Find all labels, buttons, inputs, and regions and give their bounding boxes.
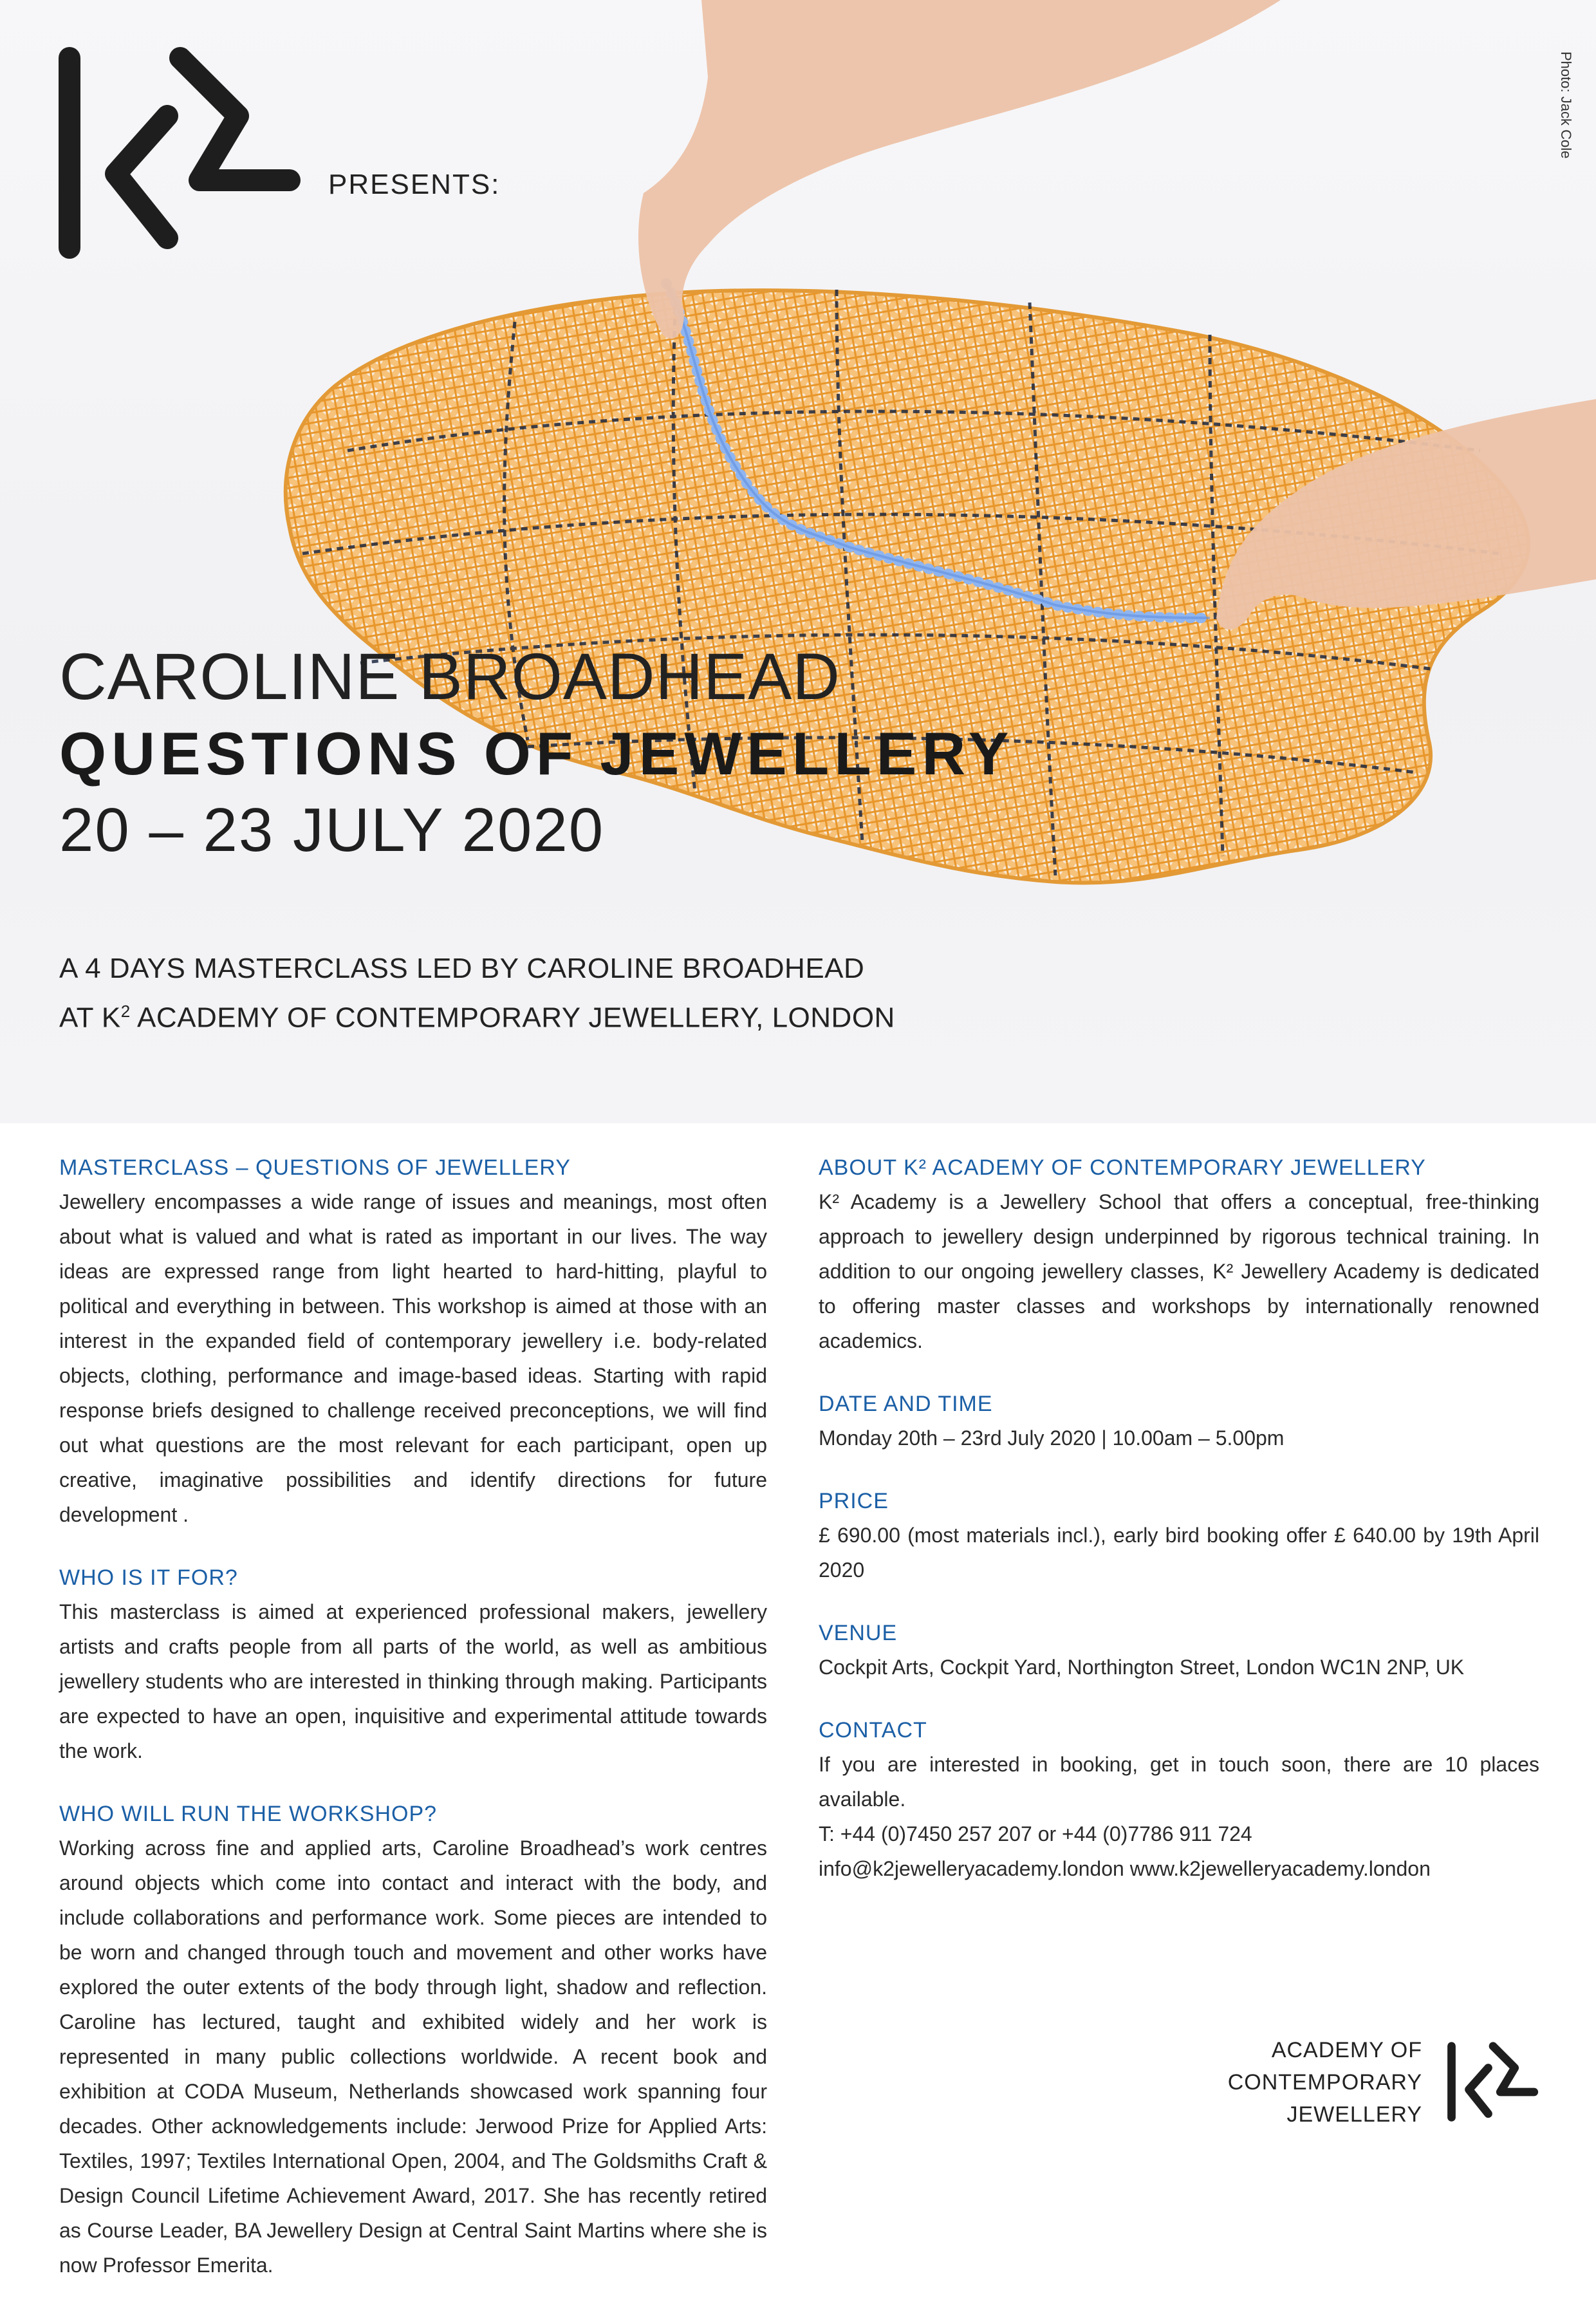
- masterclass-subline: [59, 948, 895, 1040]
- contact-phone: T: +44 (0)7450 257 207 or +44 (0)7786 911 724: [819, 1822, 1252, 1845]
- left-column: [59, 1155, 767, 2316]
- section-heading: WHO WILL RUN THE WORKSHOP?: [59, 1802, 438, 1826]
- event-title: QUESTIONS OF JEWELLERY: [59, 720, 1014, 788]
- section-venue: [819, 1621, 1539, 1685]
- contact-email-web[interactable]: info@k2jewelleryacademy.london www.k2jewelleryacademy.london: [819, 1857, 1431, 1880]
- section-body: Working across fine and applied arts, Caroline Broadhead’s work centres around objects which come into contact and interact with the body, and include collaborations and performance work. Some pieces are intended to be worn and changed through touch and movement and other works have explored the outer extents of the body through light, shadow and reflection. Caroline has lectured, taught and exhibited widely and her work is represented in many public collections worldwide. A recent book and exhibition at CODA Museum, Netherlands showcased work spanning four decades. Other acknowledgements include: Jerwood Prize for Applied Arts: Textiles, 1997; Textiles International Open, 2004, and The Goldsmiths Craft & Design Council Lifetime Achievement Award, 2017. She has recently retired as Course Leader, BA Jewellery Design at Central Saint Martins where she is now Professor Emerita.: [59, 1836, 767, 2277]
- event-date: 20 – 23 JULY 2020: [59, 795, 605, 864]
- section-masterclass: [59, 1155, 767, 1532]
- section-heading: ABOUT K² ACADEMY OF CONTEMPORARY JEWELLERY: [819, 1155, 1426, 1180]
- hero-photo: [0, 0, 1596, 1123]
- footer-academy-name: [1228, 2034, 1422, 2131]
- artist-name: CAROLINE BROADHEAD: [59, 640, 840, 713]
- section-who-will-run: [59, 1802, 767, 2283]
- photo-credit: Photo: Jack Cole: [1558, 51, 1574, 159]
- section-heading: CONTACT: [819, 1718, 927, 1742]
- section-about-k2: [819, 1155, 1539, 1358]
- section-heading: PRICE: [819, 1489, 889, 1513]
- footer-line-1: ACADEMY OF: [1271, 2038, 1422, 2062]
- footer-line-2: CONTEMPORARY: [1227, 2070, 1422, 2095]
- section-body: K² Academy is a Jewellery School that offers a conceptual, free-thinking approach to jewellery design underpinned by rigorous technical training. In addition to our ongoing jewellery classes, K² Jewellery Academy is dedicated to offering master classes and workshops by internationally renowned academics.: [819, 1190, 1539, 1352]
- section-body: Monday 20th – 23rd July 2020 | 10.00am – 5.00pm: [819, 1426, 1285, 1450]
- section-who-is-it-for: [59, 1565, 767, 1768]
- left-hand: [638, 0, 1281, 339]
- footer-line-3: JEWELLERY: [1286, 2102, 1422, 2127]
- subline-2: [59, 990, 895, 1040]
- section-date-time: [819, 1392, 1539, 1455]
- right-column: [819, 1155, 1539, 1919]
- subline-2-pre: AT K: [59, 1002, 121, 1034]
- section-heading: MASTERCLASS – QUESTIONS OF JEWELLERY: [59, 1155, 571, 1180]
- k2-logo-icon: [51, 45, 309, 264]
- section-heading: DATE AND TIME: [819, 1392, 993, 1416]
- section-heading: WHO IS IT FOR?: [59, 1565, 238, 1590]
- subline-2-sup: 2: [120, 1002, 131, 1021]
- section-body: Cockpit Arts, Cockpit Yard, Northington Street, London WC1N 2NP, UK: [819, 1656, 1465, 1679]
- title-block: [59, 637, 1014, 869]
- subline-2-post: ACADEMY OF CONTEMPORARY JEWELLERY, LONDON: [130, 1002, 895, 1034]
- section-body: Jewellery encompasses a wide range of issues and meanings, most often about what is valued and what is rated as important in our lives. The way ideas are expressed range from light hearted to hard-hitting, playful to political and everything in between. This workshop is aimed at those with an interest in the expanded field of contemporary jewellery i.e. body-related objects, clothing, performance and image-based ideas. Starting with rapid response briefs designed to challenge received preconceptions, we will find out what questions are the most relevant for each participant, open up creative, imaginative possibilities and identify directions for future development .: [59, 1190, 767, 1526]
- section-contact: [819, 1718, 1539, 1886]
- subline-1: A 4 DAYS MASTERCLASS LED BY CAROLINE BROADHEAD: [59, 953, 865, 984]
- section-price: [819, 1489, 1539, 1587]
- section-body: £ 690.00 (most materials incl.), early bird booking offer £ 640.00 by 19th April 2020: [819, 1524, 1539, 1582]
- section-heading: VENUE: [819, 1621, 898, 1645]
- section-body: This masterclass is aimed at experienced professional makers, jewellery artists and crafts people from all parts of the world, as well as ambitious jewellery students who are interested in thinking through making. Participants are expected to have an open, inquisitive and experimental attitude towards the work.: [59, 1600, 767, 1762]
- k2-logo-icon: [1445, 2034, 1541, 2131]
- presents-label: PRESENTS:: [328, 169, 501, 200]
- contact-line: If you are interested in booking, get in touch soon, there are 10 places available.: [819, 1753, 1539, 1811]
